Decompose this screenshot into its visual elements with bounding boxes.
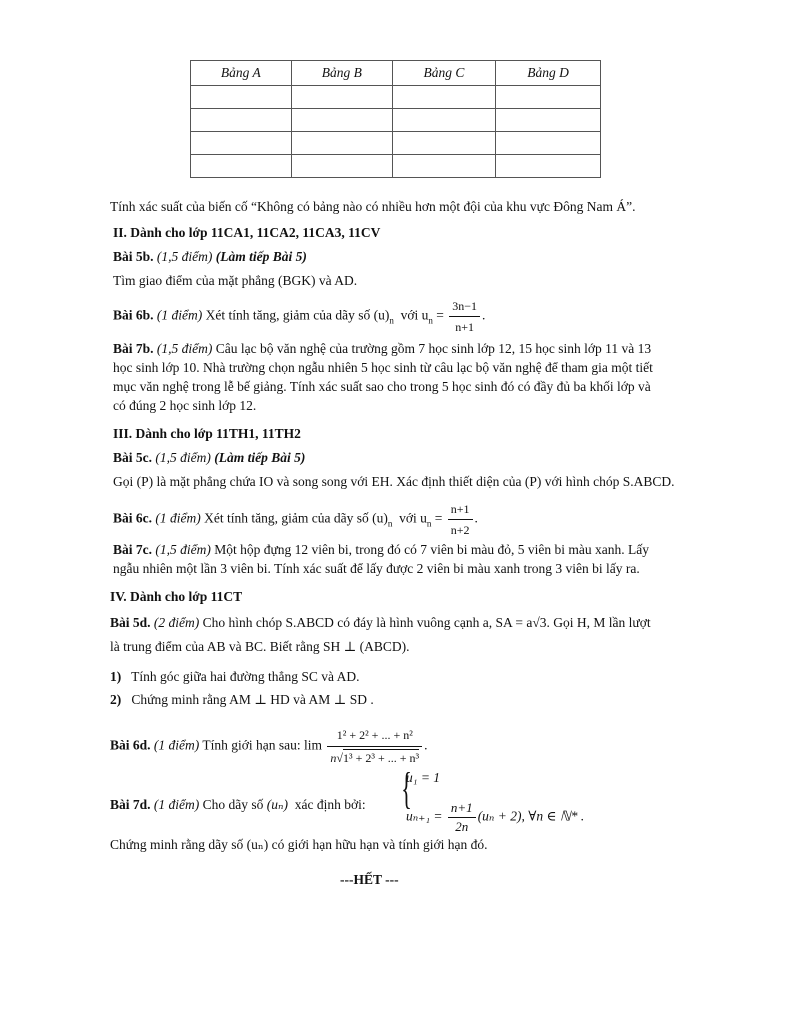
sequence-symbol: (u)	[372, 510, 388, 526]
item-number: 1)	[110, 669, 122, 684]
denominator: n+1	[455, 320, 475, 334]
numerator: n+1	[448, 500, 473, 520]
table-row	[191, 155, 601, 178]
problem-5d-line2: là trung điểm của AB và BC. Biết rằng SH ⊥ (ABCD).	[110, 639, 410, 654]
table-header: Bảng D	[496, 61, 601, 86]
system-brace: {	[401, 764, 412, 813]
table-cell	[392, 109, 495, 132]
fraction	[448, 800, 476, 835]
problem-text: Xét tính tăng, giảm của dãy số	[205, 307, 371, 323]
list-item	[110, 692, 374, 708]
group-table	[190, 60, 601, 178]
problem-text: xác định bởi:	[294, 797, 366, 812]
intro-text: Tính xác suất của biến cố “Không có bảng nào có nhiều hơn một đội của khu vực Đông Nam Á”.	[110, 199, 636, 214]
n-symbol: n	[330, 751, 337, 765]
problem-6b: Bài 6b. (1 điểm) Xét tính tăng, giảm của dãy số $(u)_n$ với $u_n$ = $\frac{3n-1}{n+1}$ .	[113, 299, 486, 334]
table-cell	[496, 155, 601, 178]
system-case-2: uₙ₊₁ = $\frac{n+1}{2n}$ (uₙ + 2), ∀n ∈ ℕ* .	[406, 800, 585, 834]
problem-text: Một hộp đựng 12 viên bi, trong đó có 7 viên bi màu đỏ, 5 viên bi màu xanh. Lấy	[214, 542, 649, 557]
problem-note: (Làm tiếp Bài 5)	[214, 450, 306, 465]
problem-7b-line3: mục văn nghệ trong lễ bế giảng. Tính xác suất sao cho trong 5 học sinh đó có đầy đủ ba khối lớp và	[113, 379, 651, 394]
table-header-row	[191, 61, 601, 86]
numerator: 1² + 2² + ... + n²	[327, 725, 422, 747]
footer-end: ---HẾT ---	[340, 872, 399, 887]
table-cell	[191, 86, 292, 109]
problem-6c: Bài 6c. (1 điểm) Xét tính tăng, giảm của dãy số $(u)_n$ với $u_n$ = $\frac{n+1}{n+2}$ .	[113, 502, 478, 537]
problem-5b	[113, 249, 307, 265]
problem-points: (2 điểm)	[153, 615, 200, 630]
subscript: n	[389, 315, 394, 326]
table-cell	[496, 109, 601, 132]
problem-5c-text: Gọi (P) là mặt phẳng chứa IO và song song với EH. Xác định thiết diện của (P) với hình chóp S.ABCD.	[113, 474, 675, 489]
subscript: n	[387, 518, 393, 529]
problem-note: (Làm tiếp Bài 5)	[215, 249, 307, 264]
numerator: 3n−1	[449, 297, 480, 317]
problem-7c-line2: ngẫu nhiên một lần 3 viên bi. Tính xác suất để lấy được 2 viên bi màu xanh trong 3 viên bi lấy ra.	[113, 561, 640, 576]
table-header: Bảng C	[392, 61, 495, 86]
problem-points: (1,5 điểm)	[155, 542, 211, 557]
problem-text: Cho dãy số	[202, 797, 264, 812]
denominator: n+2	[450, 523, 470, 537]
item-number: 2)	[110, 692, 122, 707]
equals-sign: =	[436, 307, 444, 323]
table-cell	[392, 155, 495, 178]
lhs: uₙ₊₁ =	[406, 808, 443, 824]
system-case-1: u₁ = 1	[406, 770, 441, 785]
table-row	[191, 132, 601, 155]
item-text: Chứng minh rằng AM ⊥ HD và AM ⊥ SD .	[131, 692, 374, 707]
root-content: 1³ + 2³ + ... + n³	[343, 751, 420, 765]
problem-7b-line2: học sinh lớp 10. Nhà trường chọn ngẫu nhiên 5 học sinh từ câu lạc bộ văn nghệ để tham gia một tiết	[113, 360, 653, 375]
table-cell	[291, 155, 392, 178]
denominator: n√1³ + 2³ + ... + n³	[330, 751, 420, 765]
table-cell	[392, 86, 495, 109]
table-cell	[191, 132, 292, 155]
problem-points: (1,5 điểm)	[155, 450, 211, 465]
equals-sign: =	[434, 510, 443, 526]
subscript: n	[428, 315, 433, 326]
table-cell	[291, 132, 392, 155]
fraction	[448, 500, 473, 539]
problem-points: (1,5 điểm)	[156, 341, 213, 356]
problem-6d: Bài 6d. (1 điểm) Tính giới hạn sau: lim $\frac{\text{1² + 2² + ... + n²}}{\text{n√1³ + 2³ + ... + n³}}$ .	[110, 725, 428, 768]
problem-label: Bài 5c.	[113, 450, 152, 465]
problem-7b-line1	[113, 341, 651, 357]
table-row	[191, 86, 601, 109]
table-header: Bảng A	[191, 61, 292, 86]
section-iii-heading: III. Dành cho lớp 11TH1, 11TH2	[113, 426, 301, 441]
problem-label: Bài 7c.	[113, 542, 152, 557]
denominator: 2n	[455, 819, 469, 834]
problem-5d-line1	[110, 615, 651, 631]
formula: SA = a√3	[495, 615, 547, 630]
table-row	[191, 109, 601, 132]
problem-7d-intro	[110, 797, 366, 813]
table-cell	[496, 132, 601, 155]
with-word: với	[399, 510, 417, 526]
problem-label: Bài 7b.	[113, 341, 154, 356]
problem-7d-conclusion: Chứng minh rằng dãy số (uₙ) có giới hạn hữu hạn và tính giới hạn đó.	[110, 837, 488, 852]
problem-label: Bài 5d.	[110, 615, 151, 630]
problem-text: Câu lạc bộ văn nghệ của trường gồm 7 học sinh lớp 12, 15 học sinh lớp 11 và 13	[215, 341, 652, 356]
problem-label: Bài 7d.	[110, 797, 151, 812]
problem-text: Xét tính tăng, giảm của dãy số	[204, 510, 369, 526]
sequence-symbol: (u)	[373, 307, 390, 323]
problem-7c-line1	[113, 542, 649, 558]
item-text: Tính góc giữa hai đường thẳng SC và AD.	[131, 669, 360, 684]
problem-label: Bài 6d.	[110, 737, 151, 753]
table-cell	[291, 109, 392, 132]
problem-5c	[113, 450, 305, 466]
problem-7b-line4: có đúng 2 học sinh lớp 12.	[113, 398, 257, 413]
problem-points: (1,5 điểm)	[156, 249, 213, 264]
sequence-symbol: (uₙ)	[266, 797, 288, 812]
problem-label: Bài 6c.	[113, 510, 152, 526]
numerator: n+1	[448, 800, 476, 818]
problem-text: . Gọi H, M lần lượt	[546, 615, 651, 630]
problem-5b-text: Tìm giao điểm của mặt phẳng (BGK) và AD.	[113, 273, 358, 288]
table-cell	[191, 109, 292, 132]
table-cell	[496, 86, 601, 109]
table-cell	[392, 132, 495, 155]
section-ii-heading: II. Dành cho lớp 11CA1, 11CA2, 11CA3, 11CV	[113, 225, 381, 240]
fraction	[327, 725, 422, 768]
lim-symbol: lim	[304, 737, 323, 753]
subscript: n	[426, 518, 432, 529]
table-cell	[291, 86, 392, 109]
u-symbol: u	[421, 307, 429, 323]
problem-label: Bài 6b.	[113, 307, 154, 323]
fraction	[449, 297, 480, 336]
section-iv-heading: IV. Dành cho lớp 11CT	[110, 589, 243, 604]
u-symbol: u	[420, 510, 427, 526]
problem-text: Cho hình chóp S.ABCD có đáy là hình vuông cạnh a,	[202, 615, 493, 630]
table-header: Bảng B	[291, 61, 392, 86]
table-cell	[191, 155, 292, 178]
problem-label: Bài 5b.	[113, 249, 154, 264]
problem-points: (1 điểm)	[155, 510, 201, 526]
problem-points: (1 điểm)	[153, 737, 200, 753]
problem-points: (1 điểm)	[156, 307, 203, 323]
list-item	[110, 669, 360, 685]
problem-text: Tính giới hạn sau:	[202, 737, 301, 753]
rhs: (uₙ + 2), ∀n ∈ ℕ*	[477, 808, 578, 824]
problem-points: (1 điểm)	[153, 797, 200, 812]
with-word: với	[400, 307, 419, 323]
